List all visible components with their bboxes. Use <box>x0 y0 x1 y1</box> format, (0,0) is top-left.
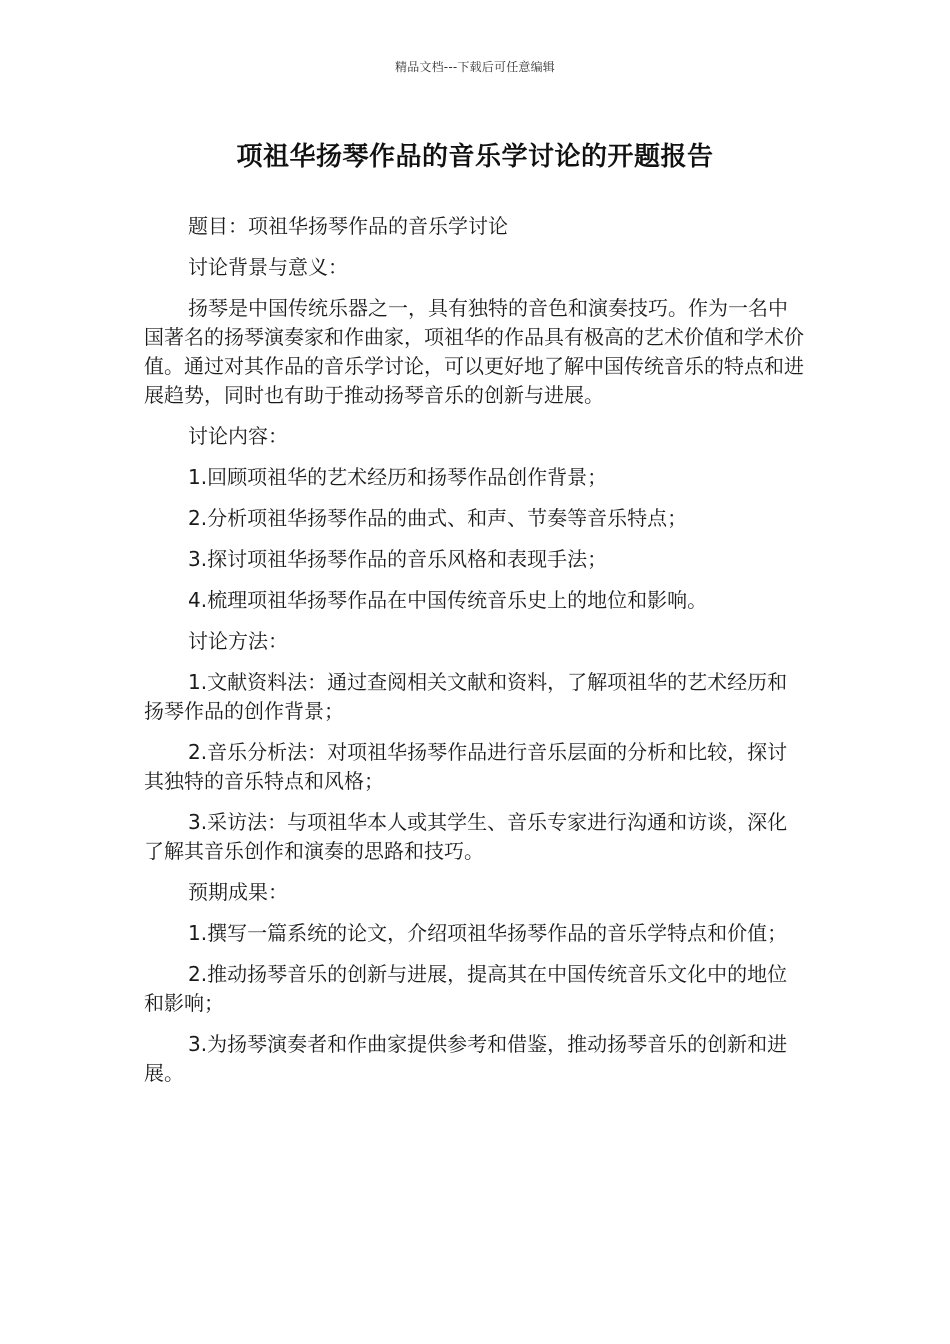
outcome-item-3: 3.为扬琴演奏者和作曲家提供参考和借鉴，推动扬琴音乐的创新和进展。 <box>144 1032 788 1085</box>
header-note: 精品文档---下载后可任意编辑 <box>395 60 555 74</box>
method-item-1: 1.文献资料法：通过查阅相关文献和资料，了解项祖华的艺术经历和扬琴作品的创作背景； <box>144 670 788 723</box>
document-title: 项祖华扬琴作品的音乐学讨论的开题报告 <box>236 142 714 172</box>
document-body <box>144 212 804 1100</box>
method-item-2: 2.音乐分析法：对项祖华扬琴作品进行音乐层面的分析和比较，探讨其独特的音乐特点和风格； <box>144 740 788 793</box>
outcome-item-2: 2.推动扬琴音乐的创新与进展，提高其在中国传统音乐文化中的地位和影响； <box>144 962 788 1015</box>
content-item-2: 2.分析项祖华扬琴作品的曲式、和声、节奏等音乐特点； <box>188 506 688 530</box>
content-item-1: 1.回顾项祖华的艺术经历和扬琴作品创作背景； <box>188 465 608 489</box>
paragraph-topic: 题目：项祖华扬琴作品的音乐学讨论 <box>188 214 508 238</box>
content-item-3: 3.探讨项祖华扬琴作品的音乐风格和表现手法； <box>188 547 608 571</box>
outcome-item-1: 1.撰写一篇系统的论文，介绍项祖华扬琴作品的音乐学特点和价值； <box>188 921 788 945</box>
heading-content: 讨论内容： <box>188 424 288 448</box>
paragraph-background: 扬琴是中国传统乐器之一，具有独特的音色和演奏技巧。作为一名中国著名的扬琴演奏家和作曲家，项祖华的作品具有极高的艺术价值和学术价值。通过对其作品的音乐学讨论，可以更好地了解中国传统音乐的特点和进展趋势，同时也有助于推动扬琴音乐的创新与进展。 <box>144 296 804 407</box>
method-item-3: 3.采访法：与项祖华本人或其学生、音乐专家进行沟通和访谈，深化了解其音乐创作和演奏的思路和技巧。 <box>144 810 788 863</box>
heading-outcomes: 预期成果： <box>188 880 288 904</box>
content-item-4: 4.梳理项祖华扬琴作品在中国传统音乐史上的地位和影响。 <box>188 588 708 612</box>
heading-method: 讨论方法： <box>188 629 288 653</box>
heading-background: 讨论背景与意义： <box>188 255 348 279</box>
